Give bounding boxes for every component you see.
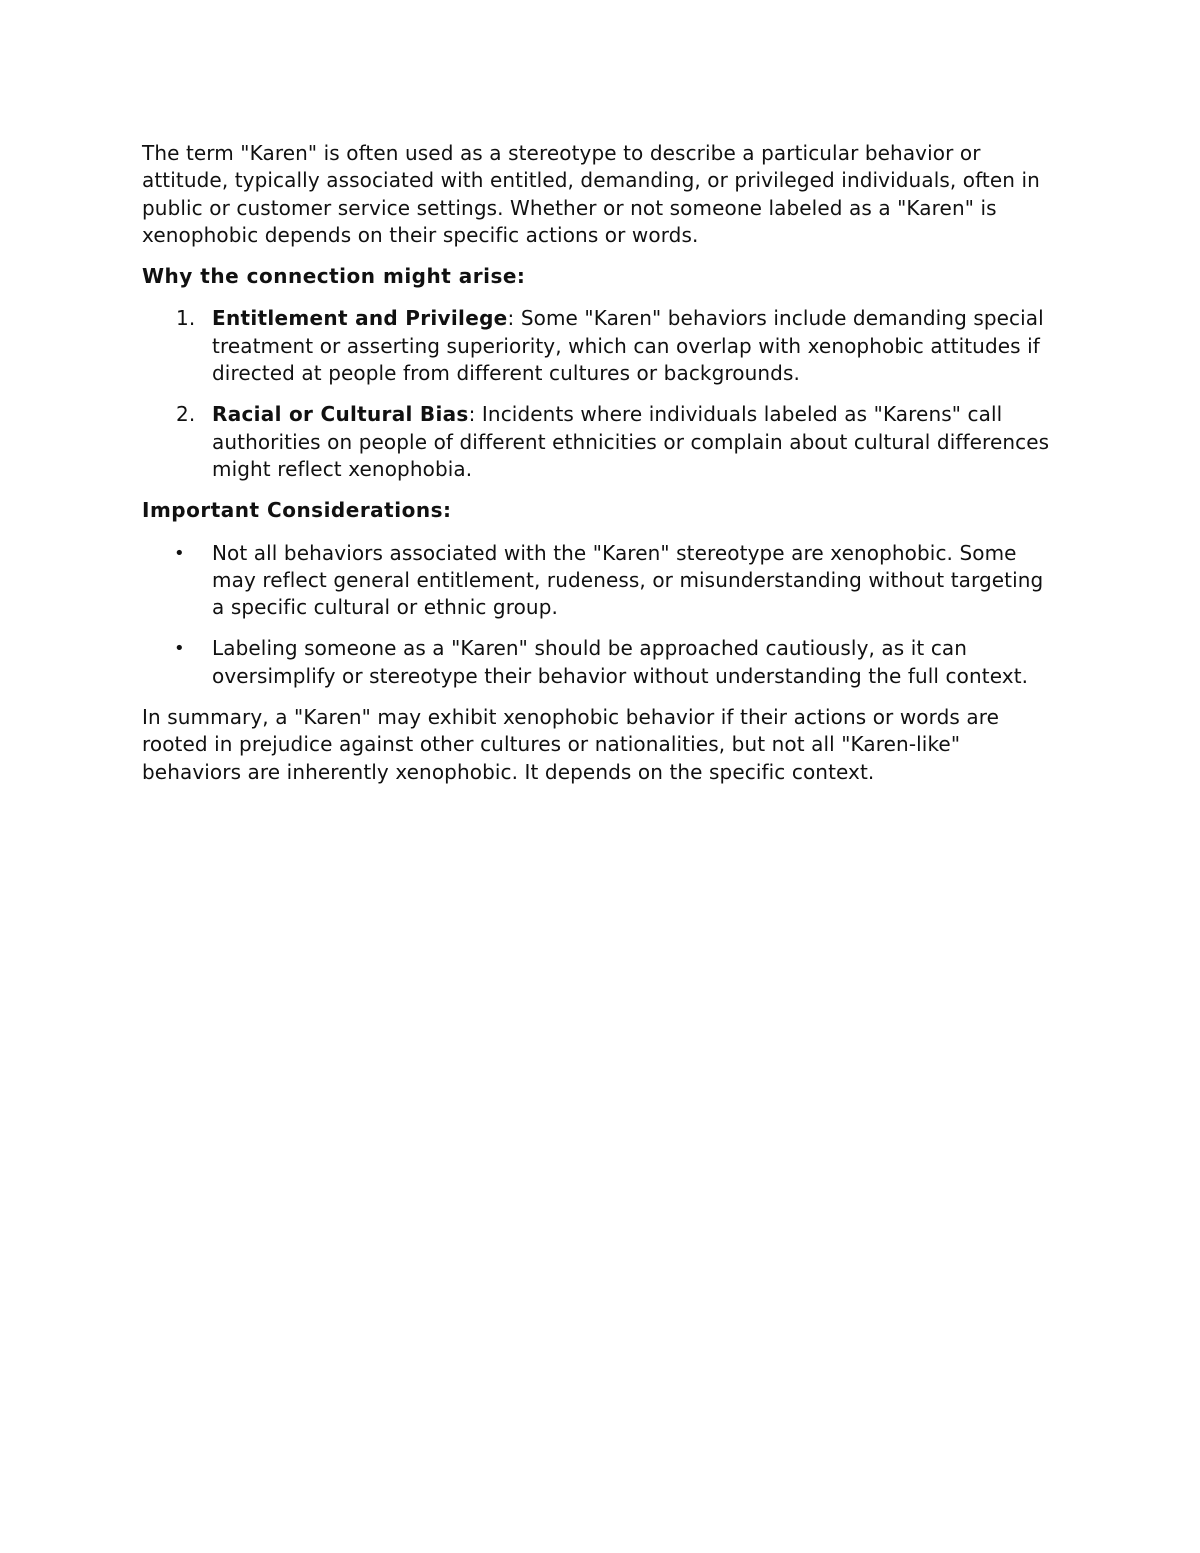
list-item-term: Racial or Cultural Bias	[212, 402, 469, 427]
list-item	[142, 540, 1062, 622]
list-number: 2.	[176, 402, 196, 427]
list-item-text: Not all behaviors associated with the "Karen" stereotype are xenophobic. Some may reflect general entitlement, rudeness, or misunderstanding without targeting a specific cultural or ethnic group.	[212, 540, 1044, 620]
section-heading-connection: Why the connection might arise:	[142, 264, 526, 289]
list-item	[142, 305, 1062, 387]
summary-paragraph: In summary, a "Karen" may exhibit xenophobic behavior if their actions or words are rooted in prejudice against other cultures or nationalities, but not all "Karen-like" behaviors are inherently xenophobic. It depends on the specific context.	[142, 705, 1000, 784]
list-item-text: Labeling someone as a "Karen" should be approached cautiously, as it can oversimplify or stereotype their behavior without understanding the full context.	[212, 636, 1029, 688]
list-item-text: : Incidents where individuals labeled as "Karens" call authorities on people of different ethnicities or complain about cultural differences might reflect xenophobia.	[212, 402, 1050, 481]
bullet-icon: •	[174, 638, 185, 660]
intro-paragraph: The term "Karen" is often used as a stereotype to describe a particular behavior or attitude, typically associated with entitled, demanding, or privileged individuals, often in public or customer service settings. Whether or not someone labeled as a "Karen" is xenophobic depends on their specific actions or words.	[142, 141, 1040, 247]
numbered-list	[142, 305, 1062, 483]
document-page	[142, 140, 1062, 800]
bullet-icon: •	[174, 542, 185, 564]
list-item	[142, 635, 1062, 690]
list-item-term: Entitlement and Privilege	[212, 306, 508, 331]
list-number: 1.	[176, 306, 196, 331]
list-item	[142, 401, 1062, 483]
section-heading-considerations: Important Considerations:	[142, 498, 452, 523]
bullet-list	[142, 540, 1062, 690]
list-item-text: : Some "Karen" behaviors include demanding special treatment or asserting superiority, which can overlap with xenophobic attitudes if directed at people from different cultures or backgrounds.	[212, 306, 1044, 386]
